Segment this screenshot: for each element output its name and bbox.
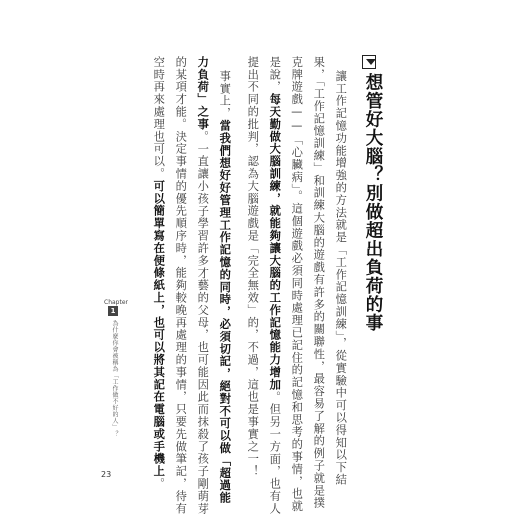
emphasis-text: 可以簡單寫在便條紙上，也可以將其記在電腦或手機上 <box>152 180 166 478</box>
text-column <box>197 56 208 515</box>
text-column <box>291 56 302 513</box>
body-text-run: 事實上， <box>218 70 232 120</box>
text-column <box>153 56 164 490</box>
body-text-run: 。但另一方面，也有人 <box>268 390 282 515</box>
body-text-run: 的某項才能。決定事情的優先順序時，能夠較晚再處理的事情，只要先做筆記，待有 <box>174 56 188 515</box>
page-number: 23 <box>101 470 112 479</box>
section-heading-text: 想管好大腦？別做超出負荷的事 <box>363 73 383 332</box>
emphasis-text: 每天勤做大腦訓練，就能夠讓大腦的工作記憶能力增加 <box>268 93 282 391</box>
section-heading <box>361 55 386 332</box>
body-text-run: 讓工作記憶功能增強的方法就是「工作記憶訓練」，從實驗中可以得知以下結 <box>334 70 348 486</box>
body-text-run: 克牌遊戲——「心臟病」。這個遊戲必須同時處理已記住的記憶和思考的事情，也就 <box>290 56 304 513</box>
text-column <box>219 70 230 504</box>
emphasis-text: 力負荷」之事 <box>196 56 210 131</box>
chapter-label: Chapter <box>104 299 128 306</box>
chapter-number: 1 <box>108 306 118 316</box>
chapter-subtitle: 為什麼你會被稱為「工作做不好的人」？ <box>111 320 118 437</box>
body-text-run: 空時再來處理也可以。 <box>152 56 166 180</box>
body-text-run: 。 <box>152 477 166 491</box>
emphasis-text: 當我們想好好管理工作記憶的同時，必須切記，絕對不可以做「超過能 <box>218 119 232 505</box>
text-column <box>175 56 186 515</box>
body-text-run: 提出不同的批判，認為大腦遊戲是「完全無效」的，不過，這也是事實之一！ <box>246 56 260 478</box>
body-text-run: 果，「工作記憶訓練」和訓練大腦的遊戲有許多的關聯性，最容易了解的例子就是撲 <box>312 56 326 510</box>
text-column <box>247 56 258 478</box>
text-column <box>269 56 280 515</box>
text-column <box>335 70 346 486</box>
text-column <box>313 56 324 509</box>
body-text-run: 是說， <box>268 56 282 94</box>
body-text-run: 。一直讓小孩子學習許多才藝的父母，也可能因此而抹殺了孩子剛萌芽 <box>196 130 210 515</box>
